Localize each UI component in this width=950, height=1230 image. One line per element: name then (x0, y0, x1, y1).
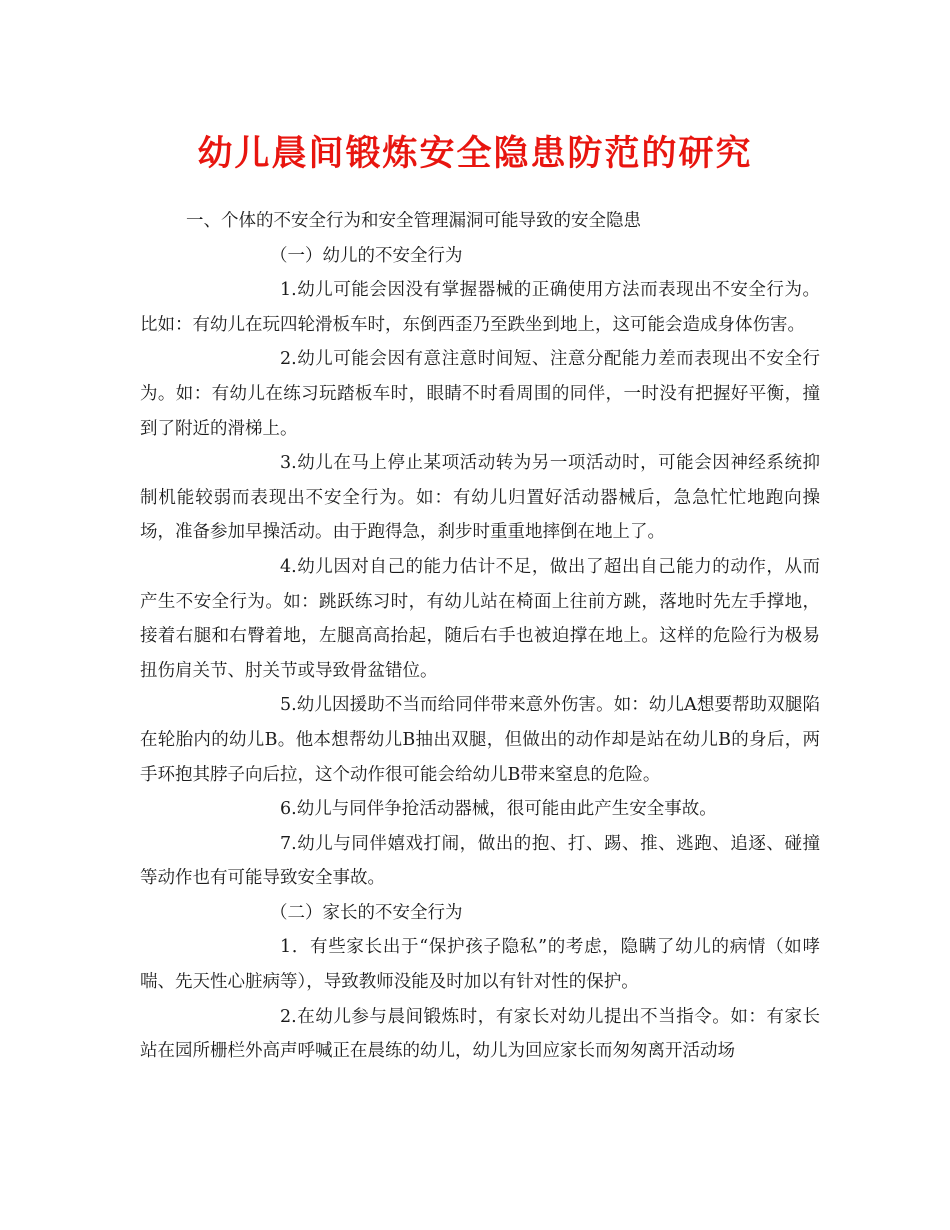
section-heading: 一、个体的不安全行为和安全管理漏洞可能导致的安全隐患 (186, 211, 641, 231)
subsection-heading: （二）家长的不安全行为 (270, 902, 463, 923)
paragraph: 5.幼儿因援助不当而给同伴带来意外伤害。如：幼儿A想要帮助双腿陷在轮胎内的幼儿B。他本想帮幼儿B抽出双腿，但做出的动作却是站在幼儿B的身后，两手环抱其脖子向后拉，这个动作很可能会给幼儿B带来窒息的危险。 (140, 695, 820, 785)
document-title: 幼儿晨间锻炼安全隐患防范的研究 (197, 134, 753, 174)
paragraph: 7.幼儿与同伴嬉戏打闹，做出的抱、打、踢、推、逃跑、追逐、碰撞等动作也有可能导致安全事故。 (140, 833, 820, 889)
document-body (140, 204, 820, 1069)
paragraph: 2.幼儿可能会因有意注意时间短、注意分配能力差而表现出不安全行为。如：有幼儿在练习玩踏板车时，眼睛不时看周围的同伴，一时没有把握好平衡，撞到了附近的滑梯上。 (140, 349, 820, 439)
paragraph: 1．有些家长出于“保护孩子隐私”的考虑，隐瞒了幼儿的病情（如哮喘、先天性心脏病等），导致教师没能及时加以有针对性的保护。 (140, 937, 820, 993)
paragraph: 1.幼儿可能会因没有掌握器械的正确使用方法而表现出不安全行为。比如：有幼儿在玩四轮滑板车时，东倒西歪乃至跌坐到地上，这可能会造成身体伤害。 (140, 280, 820, 335)
paragraph: 3.幼儿在马上停止某项活动转为另一项活动时，可能会因神经系统抑制机能较弱而表现出不安全行为。如：有幼儿归置好活动器械后，急急忙忙地跑向操场，准备参加早操活动。由于跑得急，刹步时重重地摔倒在地上了。 (140, 453, 820, 543)
paragraph: 6.幼儿与同伴争抢活动器械，很可能由此产生安全事故。 (280, 799, 717, 820)
paragraph: 4.幼儿因对自己的能力估计不足，做出了超出自己能力的动作，从而产生不安全行为。如：跳跃练习时，有幼儿站在椅面上往前方跳，落地时先左手撑地，接着右腿和右臀着地，左腿高高抬起，随后右手也被迫撑在地上。这样的危险行为极易扭伤肩关节、肘关节或导致骨盆错位。 (140, 556, 820, 681)
subsection-heading: （一）幼儿的不安全行为 (270, 245, 463, 266)
paragraph: 2.在幼儿参与晨间锻炼时，有家长对幼儿提出不当指令。如：有家长站在园所栅栏外高声呼喊正在晨练的幼儿，幼儿为回应家长而匆匆离开活动场 (140, 1006, 820, 1062)
